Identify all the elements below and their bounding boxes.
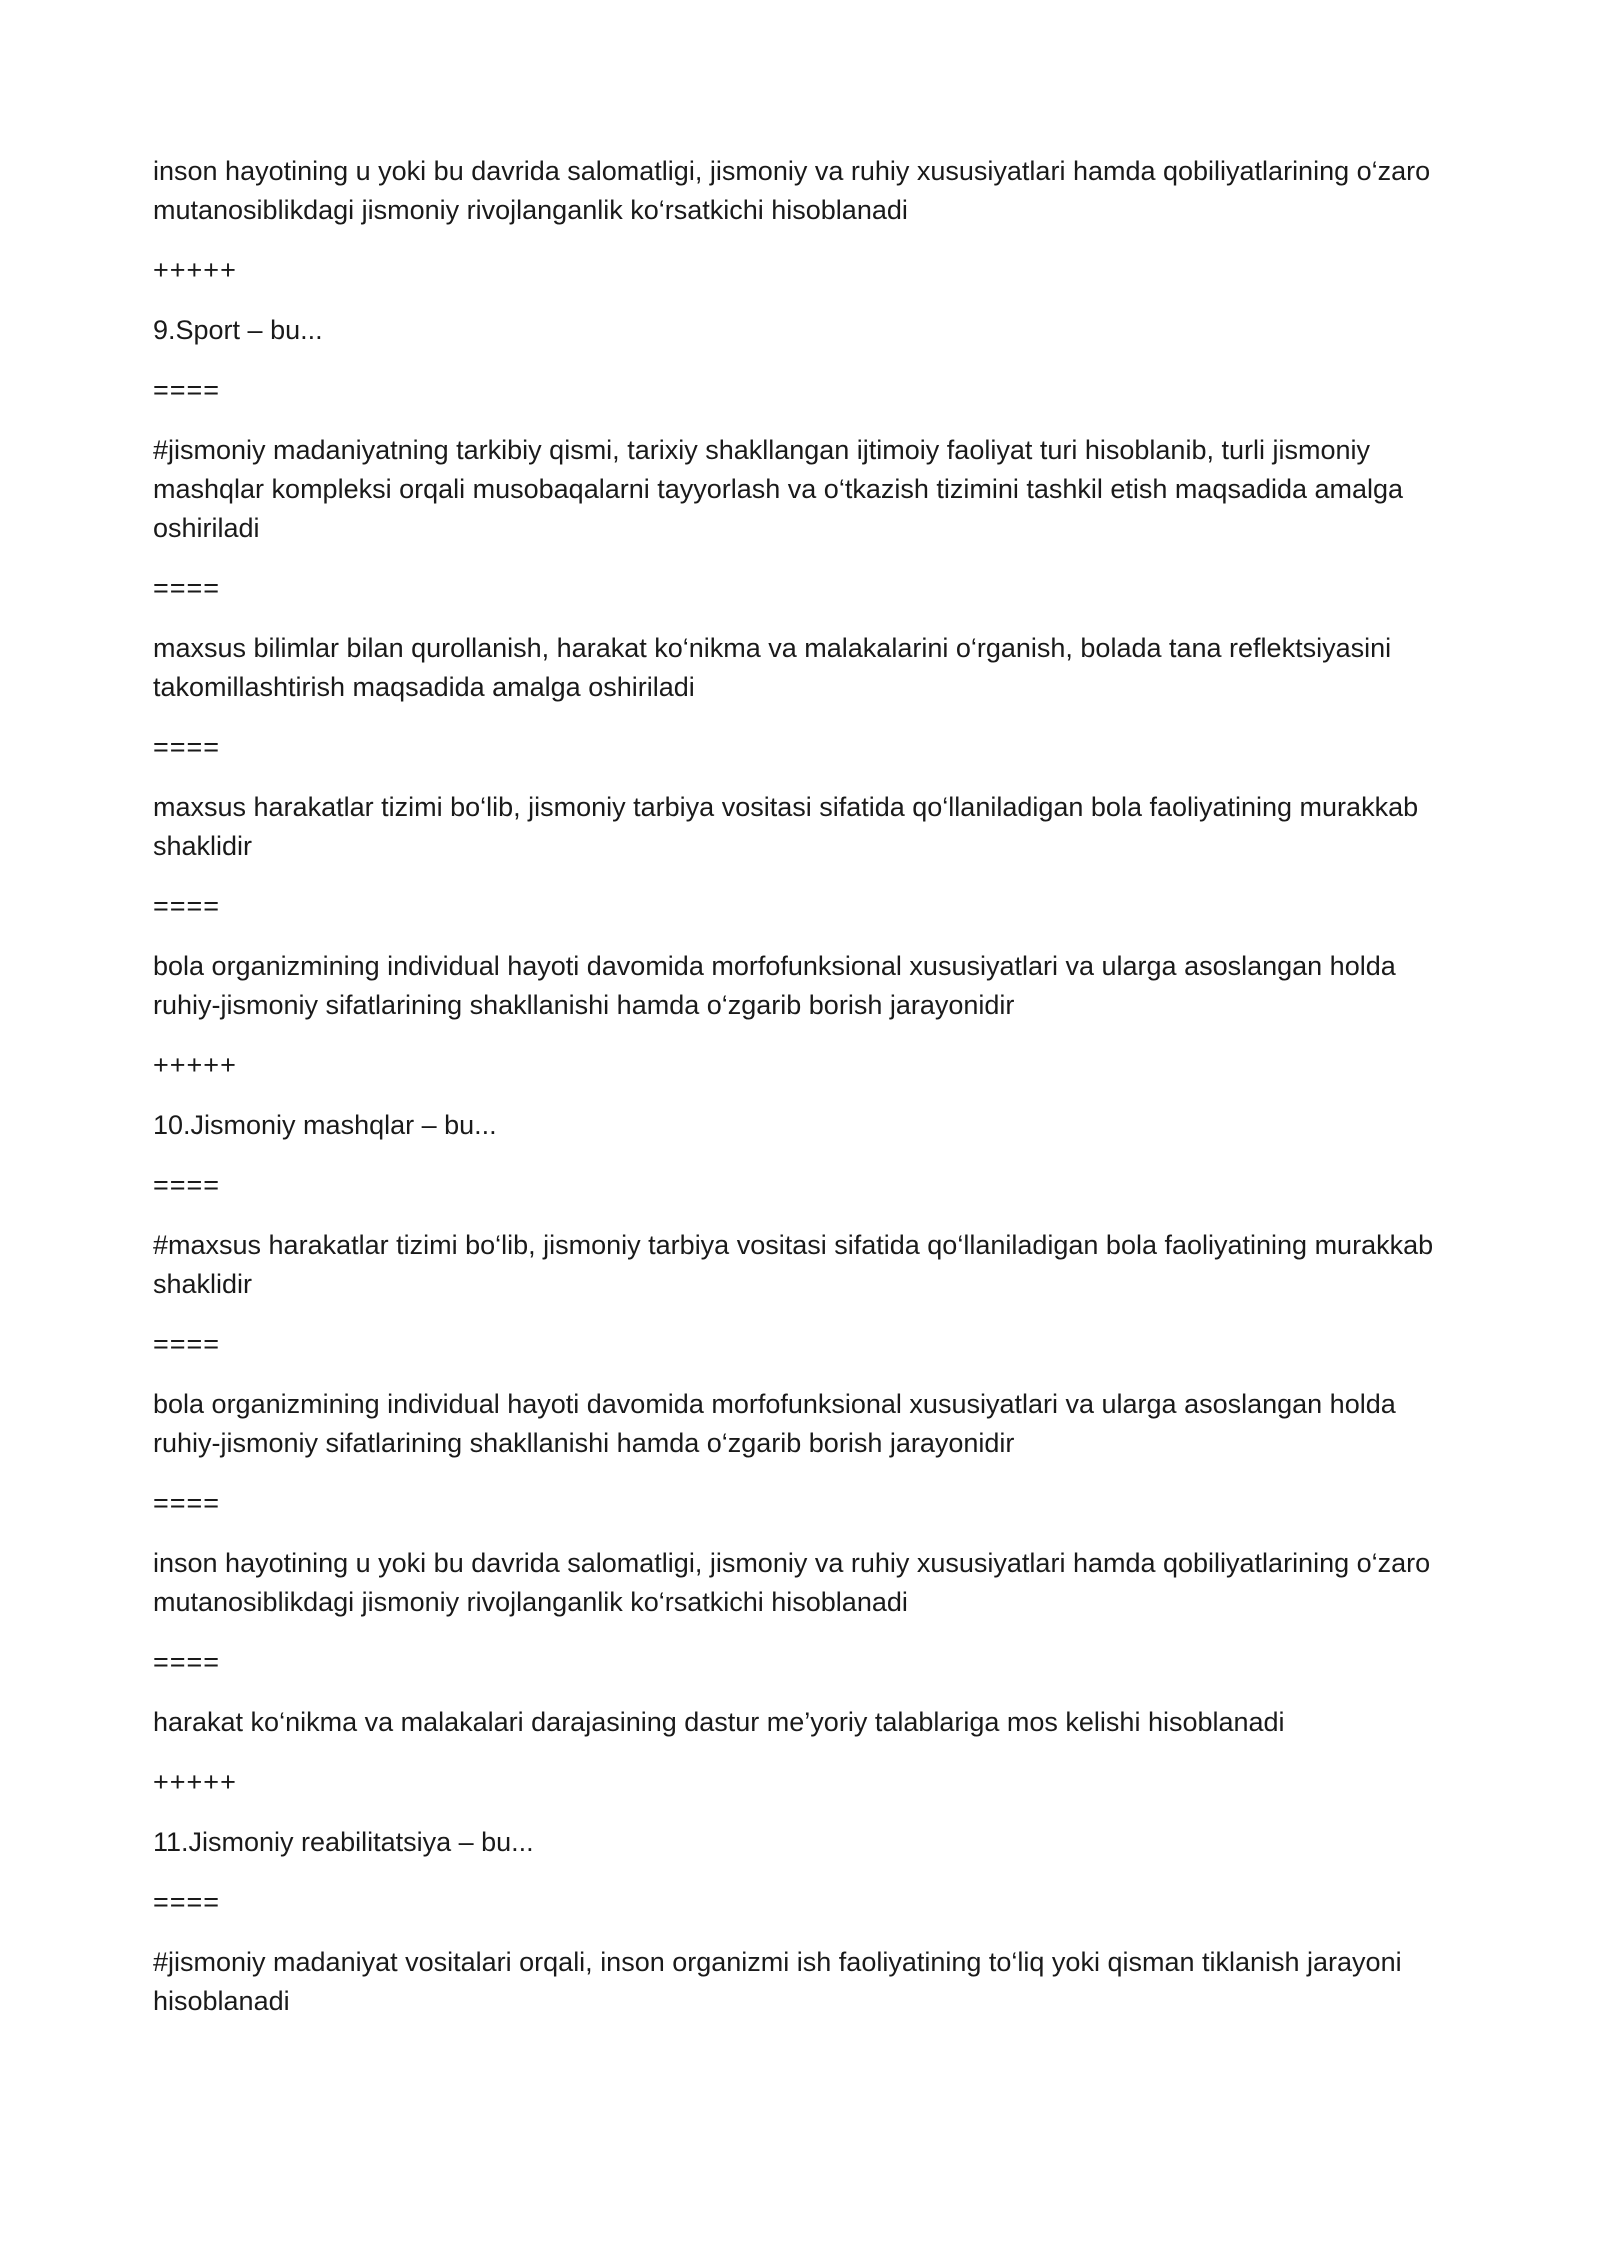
question-separator: +++++: [153, 1767, 237, 1797]
answer-option-text: harakat ko‘nikma va malakalari darajasining dastur me’yoriy talablariga mos kelishi hisoblanadi: [153, 1707, 1285, 1737]
correct-answer-text: #jismoniy madaniyatning tarkibiy qismi, tarixiy shakllangan ijtimoiy faoliyat turi hisoblanib, turli jismoniy mashqlar kompleksi orqali musobaqalarni tayyorlash va o‘tkazish tizimini tashkil etish maqsadida amalga oshiriladi: [153, 435, 1411, 543]
question-text: 11.Jismoniy reabilitatsiya – bu...: [153, 1827, 534, 1857]
answer-option-text: maxsus harakatlar tizimi bo‘lib, jismoniy tarbiya vositasi sifatida qo‘llaniladigan bola faoliyatining murakkab shaklidir: [153, 792, 1426, 861]
question-text: 10.Jismoniy mashqlar – bu...: [153, 1110, 497, 1140]
answer-option-text: inson hayotining u yoki bu davrida salomatligi, jismoniy va ruhiy xususiyatlari hamda qobiliyatlarining o‘zaro mutanosiblikdagi jismoniy rivojlanganlik ko‘rsatkichi hisoblanadi: [153, 1548, 1438, 1617]
option-separator: ====: [153, 1647, 221, 1677]
option-separator: ====: [153, 375, 221, 405]
option-separator: ====: [153, 1887, 221, 1917]
answer-option-text: inson hayotining u yoki bu davrida salomatligi, jismoniy va ruhiy xususiyatlari hamda qobiliyatlarining o‘zaro mutanosiblikdagi jismoniy rivojlanganlik ko‘rsatkichi hisoblanadi: [153, 156, 1438, 225]
option-separator: ====: [153, 1329, 221, 1359]
option-separator: ====: [153, 573, 221, 603]
question-separator: +++++: [153, 1050, 237, 1080]
option-separator: ====: [153, 891, 221, 921]
answer-option-text: bola organizmining individual hayoti davomida morfofunksional xususiyatlari va ularga asoslangan holda ruhiy-jismoniy sifatlarining shakllanishi hamda o‘zgarib borish jarayonidir: [153, 951, 1404, 1020]
correct-answer-text: #maxsus harakatlar tizimi bo‘lib, jismoniy tarbiya vositasi sifatida qo‘llaniladigan bola faoliyatining murakkab shaklidir: [153, 1230, 1441, 1299]
question-separator: +++++: [153, 255, 237, 285]
option-separator: ====: [153, 732, 221, 762]
question-text: 9.Sport – bu...: [153, 315, 323, 345]
correct-answer-text: #jismoniy madaniyat vositalari orqali, inson organizmi ish faoliyatining to‘liq yoki qisman tiklanish jarayoni hisoblanadi: [153, 1947, 1410, 2016]
option-separator: ====: [153, 1488, 221, 1518]
option-separator: ====: [153, 1170, 221, 1200]
answer-option-text: bola organizmining individual hayoti davomida morfofunksional xususiyatlari va ularga asoslangan holda ruhiy-jismoniy sifatlarining shakllanishi hamda o‘zgarib borish jarayonidir: [153, 1389, 1404, 1458]
answer-option-text: maxsus bilimlar bilan qurollanish, harakat ko‘nikma va malakalarini o‘rganish, bolada tana reflektsiyasini takomillashtirish maqsadida amalga oshiriladi: [153, 633, 1399, 702]
